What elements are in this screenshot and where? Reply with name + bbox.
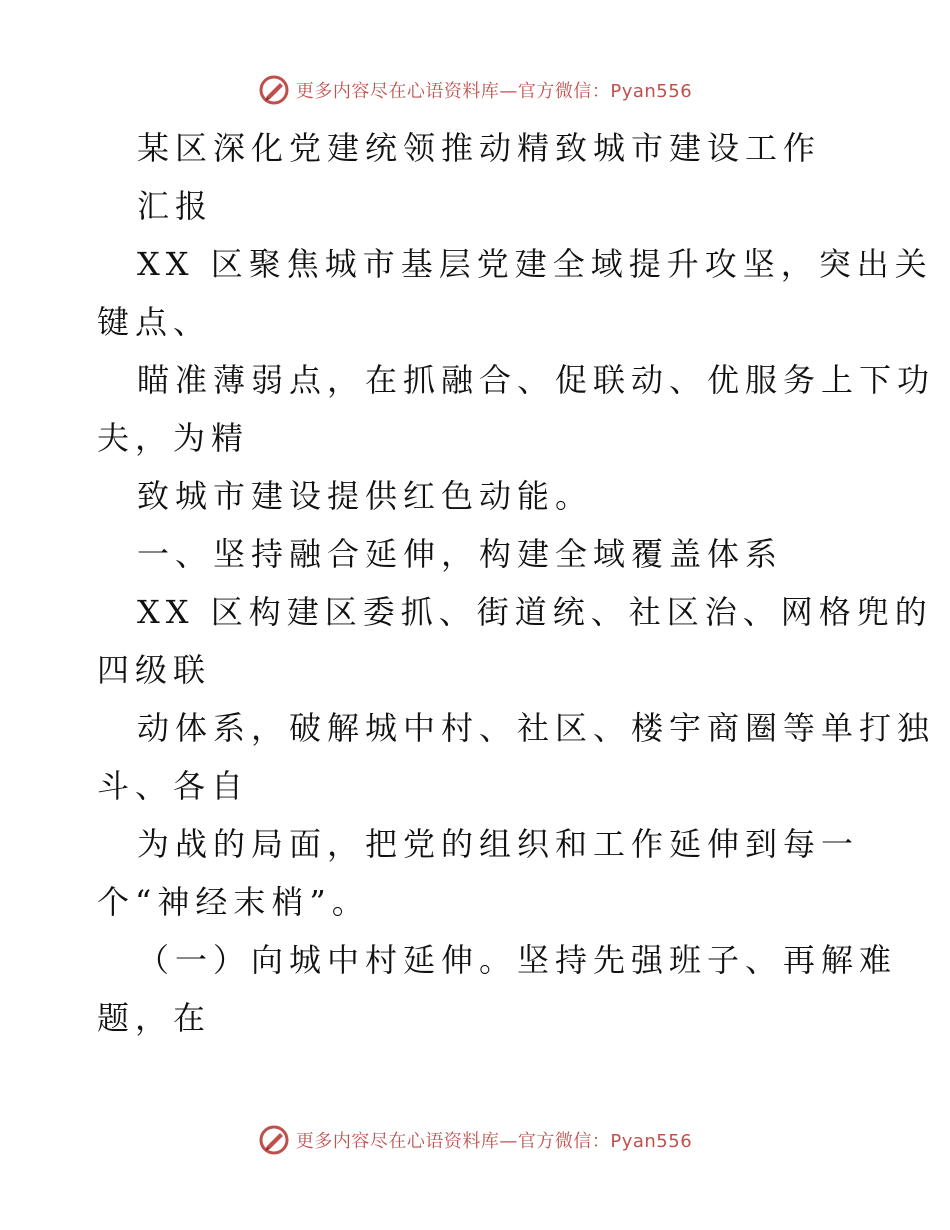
watermark-text: 更多内容尽在心语资料库—官方微信：Pyan556 [295, 81, 693, 102]
pen-logo-icon [258, 1124, 290, 1156]
paragraph-line: XX 区构建区委抓、街道统、社区治、网格兜的 [137, 593, 933, 631]
document-title-line-2: 汇报 [137, 187, 214, 225]
paragraph-line: 为战的局面，把党的组织和工作延伸到每一 [137, 825, 860, 863]
document-title-line-1: 某区深化党建统领推动精致城市建设工作 [137, 129, 822, 167]
subsection-heading-line: （一）向城中村延伸。坚持先强班子、再解难 [137, 941, 898, 979]
pen-logo-icon [258, 74, 290, 106]
paragraph-line: XX 区聚焦城市基层党建全域提升攻坚，突出关 [137, 245, 933, 283]
paragraph-line: 题，在 [97, 999, 212, 1037]
paragraph-line: 动体系，破解城中村、社区、楼宇商圈等单打独 [137, 709, 936, 747]
paragraph-line: 键点、 [97, 303, 212, 341]
paragraph-line: 个“神经末梢”。 [97, 883, 370, 921]
paragraph-line: 斗、各自 [97, 767, 250, 805]
section-heading: 一、坚持融合延伸，构建全域覆盖体系 [137, 535, 784, 573]
paragraph-line: 瞄准薄弱点，在抓融合、促联动、优服务上下功 [137, 361, 936, 399]
paragraph-line: 致城市建设提供红色动能。 [137, 477, 594, 515]
paragraph-line: 四级联 [97, 651, 212, 689]
footer-watermark [0, 1120, 950, 1160]
header-watermark [0, 70, 950, 110]
watermark-text: 更多内容尽在心语资料库—官方微信：Pyan556 [295, 1131, 693, 1152]
paragraph-line: 夫，为精 [97, 419, 250, 457]
